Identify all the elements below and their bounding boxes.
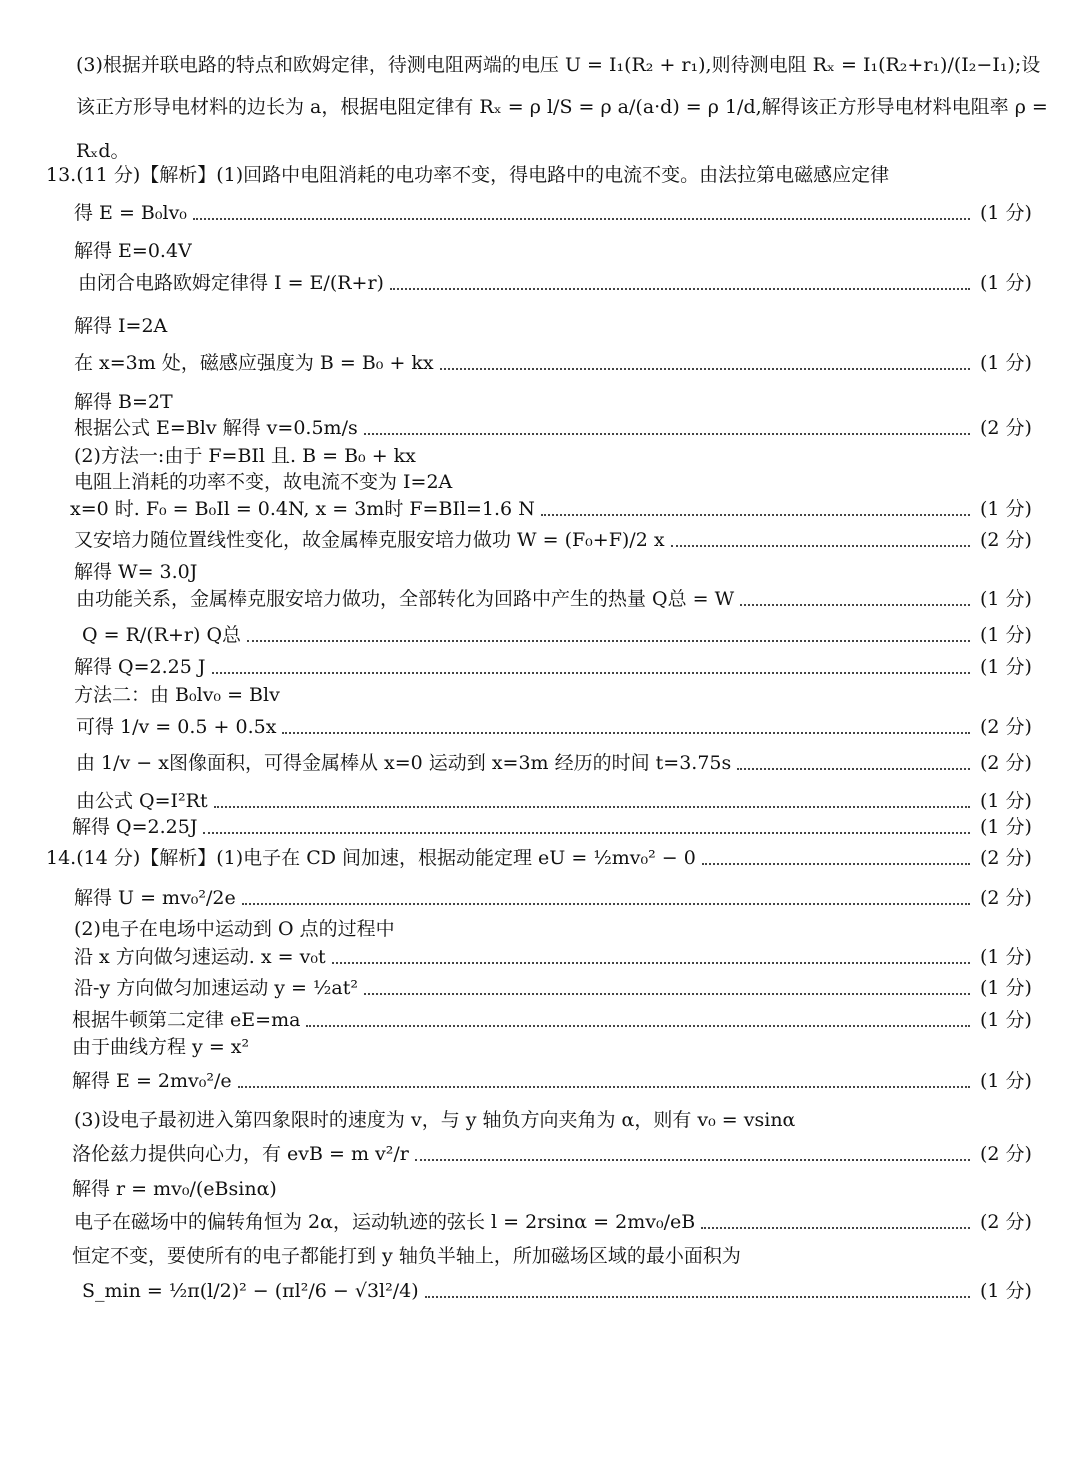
line-34 [0, 1139, 1080, 1169]
line-2 [0, 92, 1080, 122]
line-text: 电子在磁场中的偏转角恒为 2α，运动轨迹的弦长 l = 2rsinα = 2mv₀/eB [74, 1211, 696, 1233]
line-9 [0, 348, 1080, 378]
line-text: (2)电子在电场中运动到 O 点的过程中 [74, 918, 395, 940]
score-label: (2 分) [980, 887, 1032, 909]
line-16 [0, 557, 1080, 587]
line-31 [0, 1032, 1080, 1062]
line-text: 解得 B=2T [74, 391, 173, 413]
line-text: 根据牛顿第二定律 eE=ma [72, 1009, 301, 1031]
line-text: 由公式 Q=I²Rt [76, 790, 208, 812]
dot-leader [701, 1227, 970, 1229]
line-text: x=0 时. F₀ = B₀Il = 0.4N, x = 3m时 F=BIl=1.6 N [70, 498, 535, 520]
score-label: (1 分) [980, 624, 1032, 646]
line-text: 沿 x 方向做匀速运动. x = v₀t [74, 946, 326, 968]
line-33 [0, 1105, 1080, 1135]
line-19 [0, 652, 1080, 682]
line-7 [0, 268, 1080, 298]
line-text: Q = R/(R+r) Q总 [82, 624, 242, 646]
line-text: 由 1/v − x图像面积，可得金属棒从 x=0 运动到 x=3m 经历的时间 t=3.75s [76, 752, 732, 774]
line-15 [0, 525, 1080, 555]
question-13-heading: 13.(11 分)【解析】(1)回路中电阻消耗的电功率不变，得电路中的电流不变。由法拉第电磁感应定律 [46, 164, 890, 186]
line-text: 又安培力随位置线性变化，故金属棒克服安培力做功 W = (F₀+F)/2 x [74, 529, 665, 551]
score-label: (2 分) [980, 1143, 1032, 1165]
dot-leader [306, 1025, 970, 1027]
dot-leader [440, 368, 970, 370]
dot-leader [740, 604, 970, 606]
line-text: S_min = ½π(l/2)² − (πl²/6 − √3l²/4) [82, 1280, 419, 1302]
line-13 [0, 467, 1080, 497]
question-14-heading: 14.(14 分)【解析】(1)电子在 CD 间加速，根据动能定理 eU = ½mv₀² − 0 [46, 847, 696, 869]
score-label: (1 分) [980, 588, 1032, 610]
dot-leader [193, 218, 970, 220]
line-text: 洛伦兹力提供向心力，有 evB = m v²/r [72, 1143, 409, 1165]
dot-leader [737, 768, 970, 770]
score-label: (2 分) [980, 752, 1032, 774]
line-text: (3)根据并联电路的特点和欧姆定律，待测电阻两端的电压 U = I₁(R₂ + r₁),则待测电阻 Rₓ = I₁(R₂+r₁)/(I₂−I₁);设 [76, 54, 1041, 76]
line-35 [0, 1174, 1080, 1204]
score-label: (1 分) [980, 352, 1032, 374]
dot-leader [242, 903, 970, 905]
line-text: (3)设电子最初进入第四象限时的速度为 v，与 y 轴负方向夹角为 α，则有 v₀ = vsinα [74, 1109, 796, 1131]
line-27 [0, 914, 1080, 944]
score-label: (1 分) [980, 272, 1032, 294]
line-24 [0, 812, 1080, 842]
line-6 [0, 236, 1080, 266]
score-label: (1 分) [980, 498, 1032, 520]
dot-leader [415, 1159, 970, 1161]
dot-leader [247, 640, 970, 642]
line-text: 可得 1/v = 0.5 + 0.5x [76, 716, 277, 738]
score-label: (2 分) [980, 417, 1032, 439]
score-label: (1 分) [980, 977, 1032, 999]
line-text: 解得 r = mv₀/(eBsinα) [72, 1178, 277, 1200]
line-17 [0, 584, 1080, 614]
line-32 [0, 1066, 1080, 1096]
line-1 [0, 50, 1080, 80]
dot-leader [702, 863, 970, 865]
line-text: 解得 E = 2mv₀²/e [72, 1070, 232, 1092]
dot-leader [332, 962, 970, 964]
score-label: (2 分) [980, 529, 1032, 551]
line-text: 电阻上消耗的功率不变，故电流不变为 I=2A [74, 471, 453, 493]
dot-leader [364, 433, 970, 435]
line-38 [0, 1276, 1080, 1306]
dot-leader [390, 288, 970, 290]
line-20 [0, 680, 1080, 710]
line-text: 在 x=3m 处，磁感应强度为 B = B₀ + kx [74, 352, 434, 374]
line-text: 由闭合电路欧姆定律得 I = E/(R+r) [78, 272, 384, 294]
line-text: 沿-y 方向做匀加速运动 y = ½at² [74, 977, 358, 999]
score-label: (1 分) [980, 1070, 1032, 1092]
line-text: 恒定不变，要使所有的电子都能打到 y 轴负半轴上，所加磁场区域的最小面积为 [72, 1245, 741, 1267]
dot-leader [203, 832, 970, 834]
line-text: 由功能关系，金属棒克服安培力做功，全部转化为回路中产生的热量 Q总 = W [76, 588, 735, 610]
score-label: (1 分) [980, 202, 1032, 224]
score-label: (2 分) [980, 1211, 1032, 1233]
score-label: (1 分) [980, 946, 1032, 968]
line-22 [0, 748, 1080, 778]
line-text: 由于曲线方程 y = x² [72, 1036, 250, 1058]
line-text: 解得 Q=2.25 J [74, 656, 206, 678]
line-text: 解得 Q=2.25J [72, 816, 198, 838]
line-text: (2)方法一:由于 F=BIl 且. B = B₀ + kx [74, 445, 416, 467]
line-5 [0, 198, 1080, 228]
line-text: Rₓd。 [76, 140, 130, 162]
line-text: 解得 W= 3.0J [74, 561, 198, 583]
dot-leader [282, 732, 970, 734]
dot-leader [425, 1296, 970, 1298]
line-text: 该正方形导电材料的边长为 a，根据电阻定律有 Rₓ = ρ l/S = ρ a/(a·d) = ρ 1/d,解得该正方形导电材料电阻率 ρ = [76, 96, 1048, 118]
dot-leader [541, 514, 970, 516]
line-18 [0, 620, 1080, 650]
line-29 [0, 973, 1080, 1003]
score-label: (2 分) [980, 847, 1032, 869]
line-text: 解得 U = mv₀²/2e [74, 887, 236, 909]
dot-leader [238, 1086, 970, 1088]
score-label: (1 分) [980, 1280, 1032, 1302]
line-26 [0, 883, 1080, 913]
line-11 [0, 413, 1080, 443]
line-text: 解得 I=2A [74, 315, 168, 337]
dot-leader [671, 545, 970, 547]
line-37 [0, 1241, 1080, 1271]
line-4 [0, 160, 1080, 190]
dot-leader [212, 672, 971, 674]
line-14 [0, 494, 1080, 524]
line-text: 方法二：由 B₀lv₀ = Blv [74, 684, 280, 706]
line-30 [0, 1005, 1080, 1035]
line-25 [0, 843, 1080, 873]
line-28 [0, 942, 1080, 972]
line-text: 解得 E=0.4V [74, 240, 192, 262]
line-text: 得 E = B₀lv₀ [74, 202, 187, 224]
line-text: 根据公式 E=Blv 解得 v=0.5m/s [74, 417, 358, 439]
score-label: (1 分) [980, 816, 1032, 838]
line-21 [0, 712, 1080, 742]
score-label: (1 分) [980, 656, 1032, 678]
dot-leader [214, 806, 970, 808]
score-label: (1 分) [980, 790, 1032, 812]
line-36 [0, 1207, 1080, 1237]
score-label: (1 分) [980, 1009, 1032, 1031]
dot-leader [364, 993, 970, 995]
line-8 [0, 311, 1080, 341]
score-label: (2 分) [980, 716, 1032, 738]
